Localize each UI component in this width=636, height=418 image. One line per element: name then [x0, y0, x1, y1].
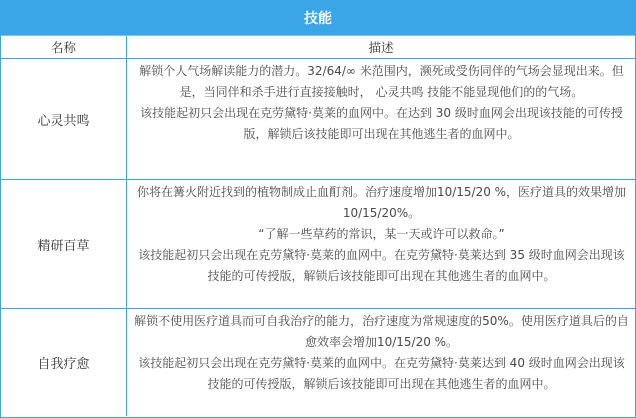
table-title: 技能	[1, 1, 635, 36]
description-paragraph: 该技能起初只会出现在克劳黛特·莫莱的血网中。在克劳黛特·莫莱达到 40 级时血网会出现该技能的可传授版，解锁后该技能即可出现在其他逃生者的血网中。	[138, 356, 625, 391]
table-row	[1, 59, 635, 180]
description-paragraph: 解锁个人气场解读能力的潜力。32/64/∞ 米范围内，濒死或受伤同伴的气场会显现出来。但是，当同伴和杀手进行直接接触时， 心灵共鸣 技能不能显现他们的的气场。	[139, 64, 624, 99]
table-row	[1, 309, 635, 416]
column-header-row	[1, 36, 635, 59]
column-header-name: 名称	[1, 36, 127, 58]
description-paragraph: 你将在篝火附近找到的植物制成止血酊剂。治疗速度增加10/15/20 %，医疗道具的效果增加10/15/20%。	[136, 185, 627, 220]
description-paragraph: 该技能起初只会出现在克劳黛特·莫莱的血网中。在达到 30 级时血网会出现该技能的可传授版，解锁后该技能即可出现在其他逃生者的血网中。	[140, 106, 623, 141]
skill-description	[127, 59, 635, 179]
skill-description	[127, 309, 635, 416]
description-quote: “了解一些草药的常识，某一天或许可以救命。”	[258, 227, 505, 241]
skill-name: 心灵共鸣	[1, 59, 127, 179]
description-paragraph: 解锁不使用医疗道具而可自我治疗的能力，治疗速度为常规速度的50%。使用医疗道具后的自愈效率会增加10/15/20 %。	[134, 314, 629, 349]
description-paragraph: 该技能起初只会出现在克劳黛特·莫莱的血网中。在克劳黛特·莫莱达到 35 级时血网会出现该技能的可传授版，解锁后该技能即可出现在其他逃生者的血网中。	[138, 248, 625, 283]
skill-name: 精研百草	[1, 180, 127, 308]
skill-name: 自我疗愈	[1, 309, 127, 416]
table-row	[1, 180, 635, 309]
column-header-description: 描述	[368, 40, 394, 55]
skill-description	[127, 180, 635, 308]
